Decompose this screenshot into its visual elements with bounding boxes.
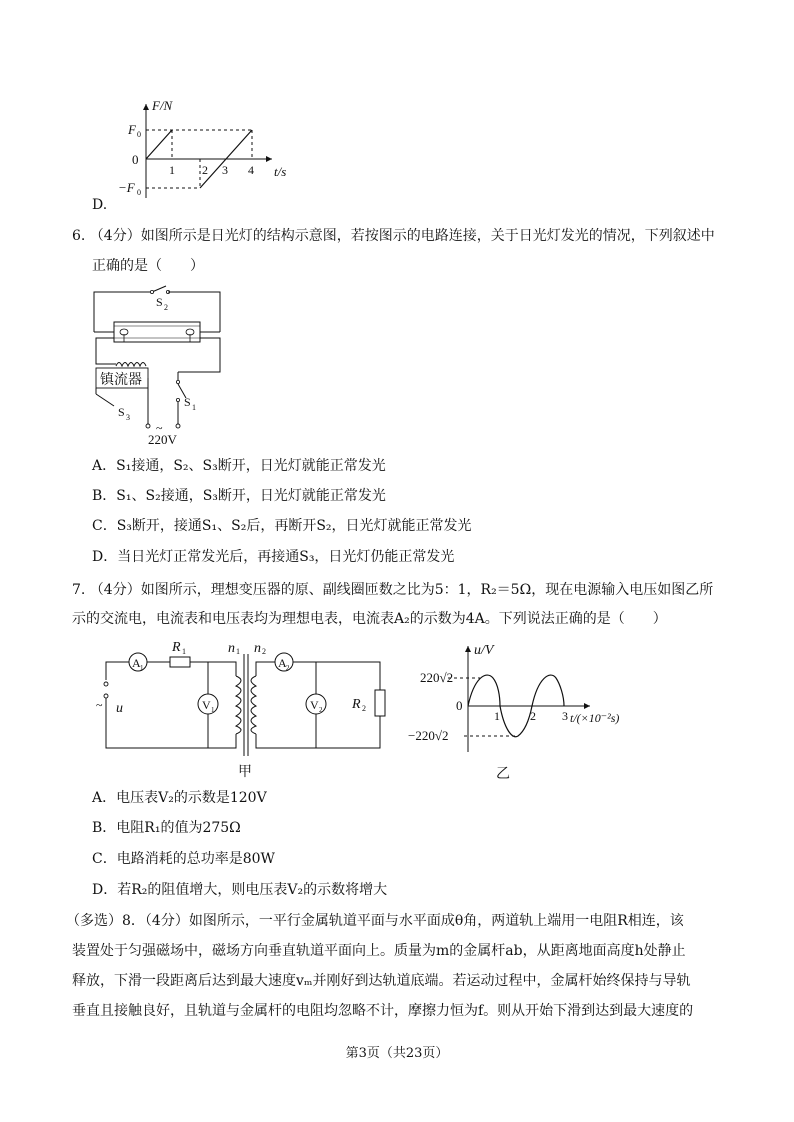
q6-option-c[interactable]: C．S₃断开，接通S₁、S₂后，再断开S₂，日光灯就能正常发光 [92, 518, 472, 534]
q7-option-a[interactable]: A．电压表V₂的示数是120V [92, 790, 267, 806]
svg-text:~: ~ [96, 698, 103, 712]
u-max-label: 220√2 [420, 670, 454, 685]
svg-text:1: 1 [211, 706, 215, 714]
t-axis-label: t/(×10⁻²s) [570, 711, 620, 725]
x-axis-label: t/s [274, 164, 287, 179]
svg-text:R: R [352, 697, 361, 712]
svg-text:2: 2 [319, 706, 323, 714]
svg-text:1: 1 [182, 647, 186, 656]
svg-text:V: V [202, 698, 211, 712]
svg-text:0: 0 [137, 130, 141, 139]
svg-text:1: 1 [140, 664, 144, 672]
u-axis-label: u/V [474, 643, 494, 658]
svg-text:1: 1 [236, 647, 240, 656]
q7-option-c[interactable]: C．电路消耗的总功率是80W [92, 851, 275, 867]
circuit-caption: 甲 [238, 764, 252, 780]
q7-voltage-time-graph [404, 640, 644, 784]
svg-text:0: 0 [137, 188, 141, 197]
tick-1: 1 [169, 163, 175, 177]
svg-text:1: 1 [192, 403, 196, 412]
q6-option-b[interactable]: B．S₁、S₂接通，S₃断开，日光灯就能正常发光 [92, 488, 386, 504]
svg-text:2: 2 [362, 704, 366, 713]
svg-text:R: R [172, 640, 181, 655]
q7-option-d[interactable]: D．若R₂的阻值增大，则电压表V₂的示数将增大 [92, 882, 388, 898]
force-line-1 [146, 130, 172, 159]
s1-label: S [184, 395, 191, 409]
t-tick-3: 3 [562, 709, 568, 723]
q6-stem-line2: 正确的是（ ） [92, 258, 204, 274]
tick-4: 4 [248, 163, 254, 177]
svg-text:V: V [310, 698, 319, 712]
resistor-r2 [375, 690, 385, 716]
tick-3: 3 [222, 163, 228, 177]
u-min-label: −220√2 [408, 728, 449, 743]
resistor-r1 [170, 657, 190, 667]
q5-option-d-label: D. [92, 197, 108, 213]
t-tick-1: 1 [494, 709, 500, 723]
q6-option-a[interactable]: A．S₁接通，S₂、S₃断开，日光灯就能正常发光 [92, 458, 386, 474]
svg-text:2: 2 [262, 647, 266, 656]
voltage-label: 220V [148, 432, 177, 447]
q6-fluorescent-circuit [88, 282, 248, 450]
q7-stem-line1: 7. （4分）如图所示，理想变压器的原、副线圈匝数之比为5：1，R₂＝5Ω，现在电源输入电压如图乙所 [72, 582, 714, 598]
s2-label: S [156, 295, 163, 309]
q5-force-time-graph [112, 96, 302, 206]
graph-caption: 乙 [496, 766, 510, 782]
q7-option-b[interactable]: B．电阻R₁的值为275Ω [92, 820, 241, 836]
ac-tilde: ~ [156, 421, 163, 435]
n2-label: n [254, 641, 261, 656]
q6-option-d[interactable]: D．当日光灯正常发光后，再接通S₃，日光灯仍能正常发光 [92, 549, 455, 565]
q8-stem-line2: 装置处于匀强磁场中，磁场方向垂直轨道平面向上。质量为m的金属杆ab，从距离地面高度h处静止 [72, 943, 686, 959]
q8-stem-line4: 垂直且接触良好，且轨道与金属杆的电阻均忽略不计，摩擦力恒为f。则从开始下滑到达到最大速度的 [72, 1003, 694, 1019]
fluorescent-tube [114, 322, 200, 342]
svg-text:A: A [132, 656, 141, 670]
q6-stem-line1: 6. （4分）如图所示是日光灯的结构示意图，若按图示的电路连接，关于日光灯发光的情况，下列叙述中 [72, 228, 715, 244]
t-tick-2: 2 [530, 709, 536, 723]
origin-label: 0 [456, 698, 463, 713]
y-axis-label: F/N [152, 98, 173, 113]
tick-2: 2 [202, 163, 208, 177]
svg-text:2: 2 [286, 664, 290, 672]
ballast-label: 镇流器 [100, 372, 142, 388]
q8-stem-line1: （多选）8．（4分）如图所示，一平行金属轨道平面与水平面成θ角，两道轨上端用一电阻R相连，该 [66, 913, 684, 929]
page-footer: 第3页（共23页） [345, 1046, 449, 1061]
source-label: u [116, 701, 123, 716]
q8-stem-line3: 释放，下滑一段距离后达到最大速度vₘ并刚好到达轨道底端。若运动过程中，金属杆始终保持与导轨 [72, 973, 691, 989]
y-top-label: F [128, 122, 136, 137]
svg-text:3: 3 [126, 413, 130, 422]
svg-text:2: 2 [164, 303, 168, 312]
n1-label: n [228, 641, 235, 656]
origin-label: 0 [132, 152, 139, 167]
q7-transformer-circuit [94, 634, 394, 780]
s3-label: S [118, 405, 125, 419]
y-bottom-label: −F [118, 180, 135, 195]
svg-text:A: A [278, 656, 287, 670]
q7-stem-line2: 示的交流电，电流表和电压表均为理想电表，电流表A₂的示数为4A。下列说法正确的是（ ） [72, 611, 667, 627]
